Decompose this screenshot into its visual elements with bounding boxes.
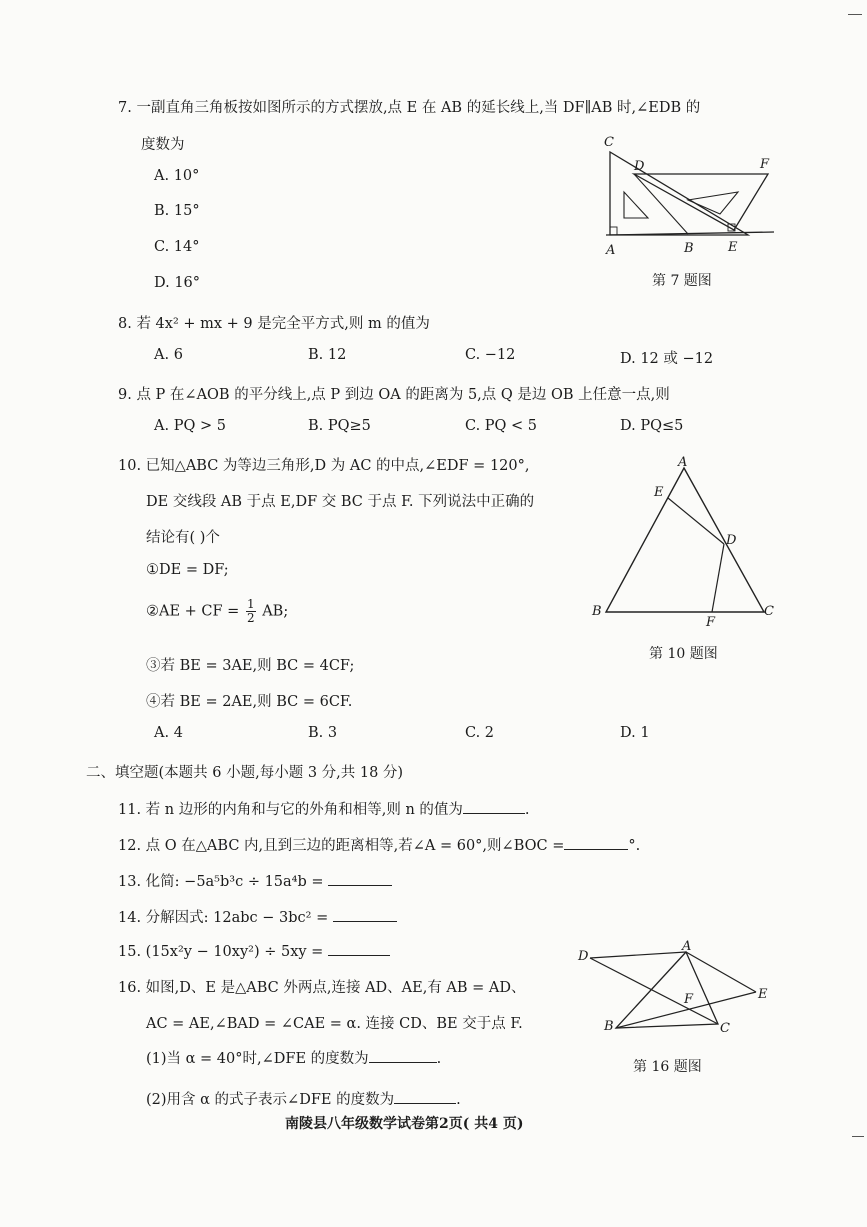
q7-stem-line2: 度数为 (141, 137, 185, 153)
q7-label-a: A (606, 243, 616, 258)
q9-option-a: A. PQ > 5 (154, 418, 226, 434)
q11-period: . (524, 802, 530, 818)
q16-part2 (146, 1088, 461, 1109)
q16-stem-line2: AC = AE,∠BAD = ∠CAE = α. 连接 CD、BE 交于点 F. (146, 1016, 523, 1032)
q16-label-a: A (682, 939, 692, 954)
q8-option-c: C. −12 (465, 347, 516, 363)
q10-fraction-denominator: 2 (246, 611, 255, 625)
q15-answer-blank (328, 941, 390, 956)
q16-part2-blank (394, 1089, 456, 1104)
q10-fraction-numerator: 1 (246, 597, 255, 611)
q16-part2-end: . (456, 1092, 461, 1108)
q14 (118, 906, 397, 927)
q10-statement-2-rhs: AB; (262, 603, 289, 620)
q11-answer-blank (463, 799, 525, 814)
q8-option-b: B. 12 (308, 347, 347, 363)
q7-stem-line1: 7. 一副直角三角板按如图所示的方式摆放,点 E 在 AB 的延长线上,当 DF∥AB 时,∠EDB 的 (118, 100, 701, 116)
q9-option-d: D. PQ≤5 (620, 418, 684, 434)
q10-caption: 第 10 题图 (649, 646, 718, 662)
q10-option-d: D. 1 (620, 725, 650, 741)
scan-mark-top-right (848, 14, 862, 15)
q7-label-b: B (684, 241, 694, 256)
q10-option-c: C. 2 (465, 725, 495, 741)
q16-part1-blank (369, 1048, 437, 1063)
q16-figure (572, 936, 778, 1040)
q7-label-e: E (728, 240, 738, 255)
q10-label-f: F (706, 615, 716, 630)
q10-statement-3: ③若 BE = 3AE,则 BC = 4CF; (146, 658, 355, 674)
q10-label-a: A (678, 455, 688, 470)
q11-stem: 11. 若 n 边形的内角和与它的外角和相等,则 n 的值为 (118, 802, 463, 818)
q12 (118, 834, 640, 855)
q16-stem-line1: 16. 如图,D、E 是△ABC 外两点,连接 AD、AE,有 AB = AD、 (118, 980, 526, 996)
q10-option-a: A. 4 (154, 725, 183, 741)
q12-end: °. (628, 838, 641, 854)
q9-option-c: C. PQ < 5 (465, 418, 538, 434)
q7-label-f: F (760, 157, 770, 172)
q16-label-e: E (758, 987, 768, 1002)
q14-answer-blank (333, 907, 397, 922)
q10-stem-line3: 结论有( )个 (146, 530, 220, 546)
q10-statement-2-lhs: ②AE + CF = (146, 603, 240, 620)
q7-option-c: C. 14° (154, 239, 200, 255)
q10-label-b: B (592, 604, 602, 619)
q7-figure (598, 130, 780, 258)
q8-stem: 8. 若 4x² + mx + 9 是完全平方式,则 m 的值为 (118, 316, 430, 332)
q13 (118, 870, 392, 891)
q16-part1 (146, 1047, 441, 1068)
q13-stem: 13. 化简: −5a⁵b³c ÷ 15a⁴b = (118, 874, 324, 890)
q9-stem: 9. 点 P 在∠AOB 的平分线上,点 P 到边 OA 的距离为 5,点 Q 是边 OB 上任意一点,则 (118, 387, 670, 403)
q16-label-d: D (578, 949, 589, 964)
q8-option-a: A. 6 (154, 347, 183, 363)
q7-caption: 第 7 题图 (652, 273, 712, 289)
q7-label-d: D (634, 159, 645, 174)
q16-part1-end: . (436, 1051, 442, 1067)
q10-figure (588, 450, 776, 630)
q16-label-f: F (684, 992, 694, 1007)
q10-label-d: D (726, 533, 737, 548)
q16-part1-text: (1)当 α = 40°时,∠DFE 的度数为 (146, 1051, 369, 1067)
section2-heading: 二、填空题(本题共 6 小题,每小题 3 分,共 18 分) (86, 765, 404, 781)
q10-stem-line1: 10. 已知△ABC 为等边三角形,D 为 AC 的中点,∠EDF = 120°, (118, 458, 530, 474)
scan-mark-bottom-right (852, 1136, 864, 1137)
q8-option-d: D. 12 或 −12 (620, 351, 714, 367)
q7-option-b: B. 15° (154, 203, 200, 219)
q7-option-d: D. 16° (154, 275, 201, 291)
q12-stem: 12. 点 O 在△ABC 内,且到三边的距离相等,若∠A = 60°,则∠BOC = (118, 838, 565, 854)
q11 (118, 798, 530, 819)
q10-statement-1: ①DE = DF; (146, 562, 229, 578)
q15 (118, 941, 390, 960)
q10-label-e: E (654, 485, 664, 500)
page-footer: 南陵县八年级数学试卷第2页( 共4 页) (285, 1116, 524, 1132)
q14-stem: 14. 分解因式: 12abc − 3bc² = (118, 910, 329, 926)
q7-label-c: C (604, 135, 614, 150)
q16-label-b: B (604, 1019, 614, 1034)
q16-part2-text: (2)用含 α 的式子表示∠DFE 的度数为 (146, 1092, 395, 1108)
q10-fraction (246, 598, 256, 625)
q16-label-c: C (720, 1021, 730, 1036)
q10-stem-line2: DE 交线段 AB 于点 E,DF 交 BC 于点 F. 下列说法中正确的 (146, 494, 535, 510)
q12-answer-blank (564, 835, 628, 850)
q10-statement-4: ④若 BE = 2AE,则 BC = 6CF. (146, 694, 353, 710)
q16-caption: 第 16 题图 (633, 1059, 702, 1075)
q10-option-b: B. 3 (308, 725, 338, 741)
q13-answer-blank (328, 871, 392, 886)
q10-label-c: C (764, 604, 774, 619)
q7-option-a: A. 10° (154, 168, 200, 184)
q9-option-b: B. PQ≥5 (308, 418, 371, 434)
q10-statement-2 (146, 598, 288, 625)
q15-stem: 15. (15x²y − 10xy²) ÷ 5xy = (118, 944, 324, 960)
